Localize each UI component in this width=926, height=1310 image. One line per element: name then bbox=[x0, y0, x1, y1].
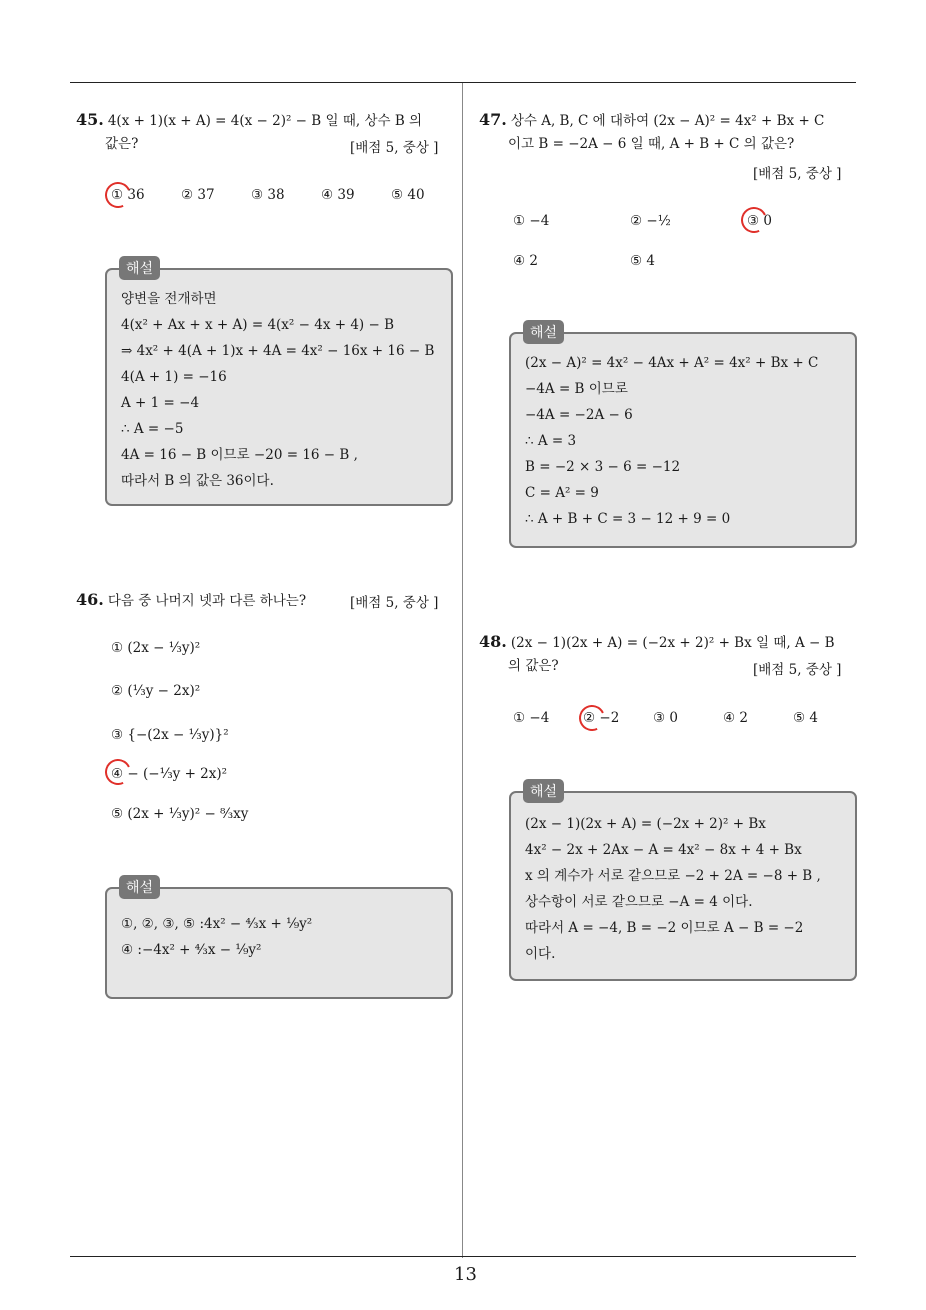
solution-line: C = A² = 9 bbox=[525, 485, 599, 501]
explanation-tag: 해설 bbox=[523, 779, 564, 803]
problem-text-cont: 이고 B = −2A − 6 일 때, A + B + C 의 값은? bbox=[508, 136, 795, 152]
score-meta: [배점 5, 중상 ] bbox=[753, 166, 842, 182]
problem-text: 다음 중 나머지 넷과 다른 하나는? bbox=[107, 593, 307, 609]
choice-4[interactable]: ④ 2 bbox=[513, 253, 538, 269]
problem-number: 48. bbox=[479, 632, 507, 651]
page-number: 13 bbox=[454, 1264, 477, 1285]
solution-line: (2x − A)² = 4x² − 4Ax + A² = 4x² + Bx + C bbox=[525, 355, 819, 371]
explanation-tag: 해설 bbox=[119, 875, 160, 899]
problem-text: 상수 A, B, C 에 대하여 (2x − A)² = 4x² + Bx + C bbox=[510, 113, 825, 129]
score-meta: [배점 5, 중상 ] bbox=[753, 662, 842, 678]
solution-line: −4A = −2A − 6 bbox=[525, 407, 633, 423]
solution-line: 4A = 16 − B 이므로 −20 = 16 − B , bbox=[121, 447, 358, 463]
choice-5[interactable]: ⑤ (2x + ⅓y)² − ⁸⁄₃xy bbox=[111, 806, 249, 822]
choice-1[interactable]: ① −4 bbox=[513, 213, 550, 229]
choice-1[interactable]: ① 36 bbox=[111, 187, 145, 203]
problem-number: 47. bbox=[479, 110, 507, 129]
choice-3[interactable]: ③ 0 bbox=[653, 710, 678, 726]
choice-4[interactable]: ④ − (−⅓y + 2x)² bbox=[111, 766, 228, 782]
solution-line: x 의 계수가 서로 같으므로 −2 + 2A = −8 + B , bbox=[525, 868, 821, 884]
choice-5[interactable]: ⑤ 4 bbox=[793, 710, 818, 726]
choice-2[interactable]: ② −2 bbox=[583, 710, 620, 726]
choices-45 bbox=[111, 187, 451, 207]
choice-2[interactable]: ② 37 bbox=[181, 187, 215, 203]
choices-48 bbox=[513, 710, 853, 730]
choice-1[interactable]: ① (2x − ⅓y)² bbox=[111, 640, 201, 656]
solution-line: 4x² − 2x + 2Ax − A = 4x² − 8x + 4 + Bx bbox=[525, 842, 802, 858]
solution-line: ⇒ 4x² + 4(A + 1)x + 4A = 4x² − 16x + 16 − B bbox=[121, 343, 435, 359]
solution-line: B = −2 × 3 − 6 = −12 bbox=[525, 459, 681, 475]
solution-box-48 bbox=[509, 791, 857, 981]
bottom-rule bbox=[70, 1256, 856, 1257]
choice-3[interactable]: ③ {−(2x − ⅓y)}² bbox=[111, 727, 229, 743]
solution-line: 양변을 전개하면 bbox=[121, 291, 217, 307]
choice-2[interactable]: ② −½ bbox=[630, 213, 671, 229]
choice-3[interactable]: ③ 38 bbox=[251, 187, 285, 203]
problem-text: 4(x + 1)(x + A) = 4(x − 2)² − B 일 때, 상수 B 의 bbox=[107, 113, 423, 129]
top-rule bbox=[70, 82, 856, 83]
column-divider bbox=[462, 83, 463, 1258]
explanation-tag: 해설 bbox=[119, 256, 160, 280]
score-meta: [배점 5, 중상 ] bbox=[350, 140, 439, 156]
answer-mark bbox=[101, 755, 134, 788]
problem-text: (2x − 1)(2x + A) = (−2x + 2)² + Bx 일 때, A − B bbox=[510, 635, 835, 651]
solution-box-47 bbox=[509, 332, 857, 548]
solution-line: ①, ②, ③, ⑤ :4x² − ⁴⁄₃x + ⅑y² bbox=[121, 916, 313, 932]
solution-box-45 bbox=[105, 268, 453, 506]
solution-line: −4A = B 이므로 bbox=[525, 381, 628, 397]
choice-1[interactable]: ① −4 bbox=[513, 710, 550, 726]
choice-2[interactable]: ② (⅓y − 2x)² bbox=[111, 683, 201, 699]
problem-47 bbox=[479, 108, 859, 156]
solution-line: ∴ A = 3 bbox=[525, 433, 577, 449]
solution-line: ∴ A = −5 bbox=[121, 421, 184, 437]
solution-line: ④ :−4x² + ⁴⁄₃x − ⅑y² bbox=[121, 942, 262, 958]
problem-text-cont: 값은? bbox=[105, 136, 139, 152]
problem-number: 46. bbox=[76, 590, 104, 609]
choice-3[interactable]: ③ 0 bbox=[747, 213, 772, 229]
solution-box-46 bbox=[105, 887, 453, 999]
score-meta: [배점 5, 중상 ] bbox=[350, 595, 439, 611]
choices-47 bbox=[513, 213, 853, 273]
solution-line: A + 1 = −4 bbox=[121, 395, 200, 411]
solution-line: 따라서 A = −4, B = −2 이므로 A − B = −2 bbox=[525, 920, 804, 936]
choice-4[interactable]: ④ 39 bbox=[321, 187, 355, 203]
choice-5[interactable]: ⑤ 4 bbox=[630, 253, 655, 269]
problem-text-cont: 의 값은? bbox=[508, 658, 559, 674]
solution-line: 이다. bbox=[525, 946, 556, 962]
choice-5[interactable]: ⑤ 40 bbox=[391, 187, 425, 203]
solution-line: 따라서 B 의 값은 36이다. bbox=[121, 473, 274, 489]
problem-number: 45. bbox=[76, 110, 104, 129]
choice-4[interactable]: ④ 2 bbox=[723, 710, 748, 726]
solution-line: (2x − 1)(2x + A) = (−2x + 2)² + Bx bbox=[525, 816, 766, 832]
explanation-tag: 해설 bbox=[523, 320, 564, 344]
solution-line: 4(A + 1) = −16 bbox=[121, 369, 227, 385]
solution-line: 4(x² + Ax + x + A) = 4(x² − 4x + 4) − B bbox=[121, 317, 394, 333]
solution-line: ∴ A + B + C = 3 − 12 + 9 = 0 bbox=[525, 511, 731, 527]
solution-line: 상수항이 서로 같으므로 −A = 4 이다. bbox=[525, 894, 753, 910]
